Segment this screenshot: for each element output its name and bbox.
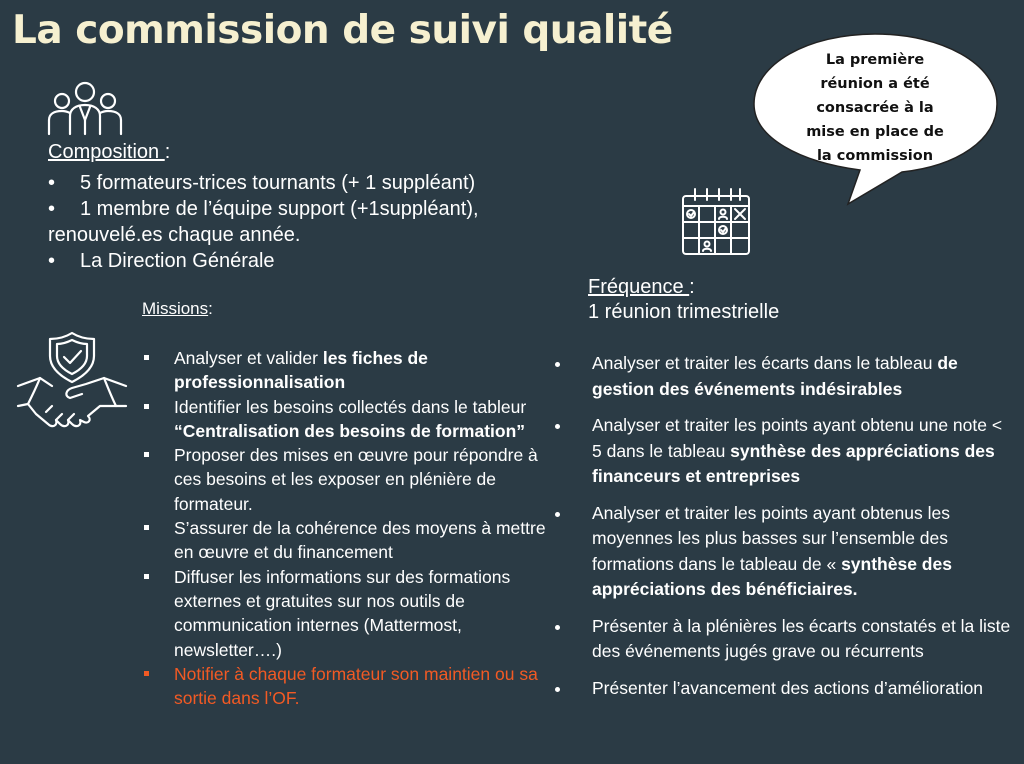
round-bullet [555, 687, 560, 692]
list-item-text: 1 membre de l’équipe support (+1suppléant), [80, 198, 479, 220]
list-item [142, 346, 547, 395]
list-item-text: Analyser et valider [174, 348, 323, 368]
speech-bubble [752, 32, 998, 188]
list-item [142, 443, 547, 516]
people-group-icon [46, 80, 124, 136]
bubble-line: mise en place de [806, 124, 944, 140]
list-item [555, 351, 1015, 402]
list-item-text: Présenter l’avancement des actions d’amélioration [592, 677, 984, 698]
list-item [142, 395, 547, 444]
missions-list [142, 346, 547, 710]
bullet: • [48, 172, 56, 194]
square-bullet [144, 355, 149, 360]
list-item-text: 5 formateurs-trices tournants (+ 1 suppléant) [80, 172, 476, 194]
list-item-text: Présenter à la plénières les écarts constatés et la liste des événements jugés grave ou récurrents [592, 615, 1011, 661]
square-bullet [144, 404, 149, 409]
composition-heading-label: Composition [48, 141, 165, 163]
bubble-line: consacrée à la [816, 100, 934, 116]
page-title: La commission de suivi qualité [12, 8, 673, 53]
bubble-line: réunion a été [820, 76, 930, 92]
list-item [555, 676, 1015, 702]
list-item-text: S’assurer de la cohérence des moyens à mettre en œuvre et du financement [174, 518, 546, 563]
list-item-text: La Direction Générale [80, 250, 275, 272]
bubble-line: la commission [816, 148, 934, 164]
list-item-text: Analyser et traiter les points ayant obtenus les moyennes les plus basses sur l’ensemble des formations dans le tableau de « [592, 502, 950, 574]
bullet: • [48, 250, 56, 272]
actions-list [555, 351, 1015, 712]
shield-handshake-icon [16, 330, 128, 442]
list-item [555, 614, 1015, 665]
missions-heading-label: Missions [142, 299, 209, 318]
list-item [48, 196, 568, 222]
calendar-icon [680, 186, 752, 258]
missions-heading-colon: : [208, 299, 213, 318]
list-item [142, 516, 547, 565]
square-bullet [144, 452, 149, 457]
list-item-bold-text: les fiches de professionnalisation [174, 348, 428, 393]
list-item [48, 170, 568, 196]
frequence-section [588, 275, 779, 325]
round-bullet [555, 512, 560, 517]
list-item-bold-text: synthèse des appréciations des financeurs et entreprises [592, 440, 995, 486]
square-bullet [144, 671, 149, 676]
round-bullet [555, 362, 560, 367]
composition-list [48, 170, 568, 274]
list-item [555, 501, 1015, 603]
square-bullet [144, 574, 149, 579]
list-item-text: Diffuser les informations sur des formations externes et gratuites sur nos outils de communication internes (Mattermost, newsletter….) [174, 566, 511, 660]
bullet: • [48, 198, 56, 220]
list-item-text: Proposer des mises en œuvre pour répondre à ces besoins et les exposer en plénière de formateur. [174, 445, 538, 514]
list-item-text: Identifier les besoins collectés dans le tableur [174, 396, 527, 417]
round-bullet [555, 424, 560, 429]
composition-heading-colon: : [164, 141, 171, 163]
composition-heading [48, 141, 170, 164]
list-item-text: Analyser et traiter les points ayant obtenu une note < 5 dans le tableau [592, 415, 1003, 461]
list-item-bold-text: “Centralisation des besoins de formation” [174, 420, 526, 441]
round-bullet [555, 625, 560, 630]
list-item-continuation: renouvelé.es chaque année. [48, 224, 301, 246]
bubble-text [752, 48, 998, 168]
list-item [555, 413, 1015, 490]
bubble-line: La première [825, 52, 925, 68]
list-item-bold-text: de gestion des événements indésirables [592, 353, 958, 399]
frequence-heading-label: Fréquence [588, 276, 690, 298]
list-item-bold-text: synthèse des appréciations des bénéficiaires. [592, 553, 952, 599]
list-item-highlight [142, 662, 547, 711]
list-item-text: Analyser et traiter les écarts dans le tableau [592, 353, 938, 373]
frequence-value: 1 réunion trimestrielle [588, 301, 780, 323]
list-item [48, 248, 568, 274]
list-item [142, 565, 547, 662]
frequence-heading-colon: : [689, 276, 695, 298]
square-bullet [144, 525, 149, 530]
missions-heading [142, 299, 213, 319]
list-item-text: Notifier à chaque formateur son maintien ou sa sortie dans l’OF. [174, 663, 538, 709]
